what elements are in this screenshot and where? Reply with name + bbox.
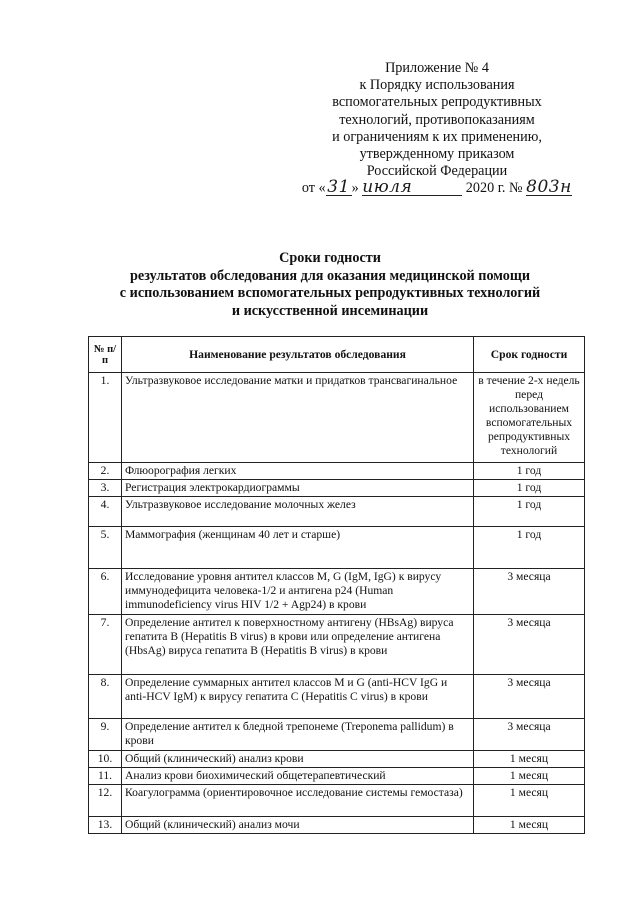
row-name: Определение антител к поверхностному антигену (HBsAg) вируса гепатита B (Hepatitis B virus) в крови или определение антигена (HbsAg) вируса гепатита B (Hepatitis B virus) в крови	[122, 615, 474, 675]
row-term: в течение 2-х недель перед использованием вспомогательных репродуктивных технологий	[474, 373, 585, 463]
table-row	[89, 569, 585, 615]
title-line: Сроки годности	[279, 250, 381, 266]
row-name: Ультразвуковое исследование молочных желез	[122, 497, 474, 527]
table-row	[89, 615, 585, 675]
title-line: результатов обследования для оказания медицинской помощи	[130, 267, 530, 284]
appendix-line: Российской Федерации	[366, 163, 508, 180]
row-term: 3 месяца	[474, 569, 585, 615]
row-name: Регистрация электрокардиограммы	[122, 480, 474, 497]
table-row	[89, 527, 585, 569]
table-row	[89, 817, 585, 834]
row-num: 7.	[89, 615, 122, 675]
row-name: Определение антител к бледной трепонеме (Treponema pallidum) в крови	[122, 719, 474, 751]
appendix-header	[292, 60, 582, 198]
row-num: 4.	[89, 497, 122, 527]
row-term: 3 месяца	[474, 615, 585, 675]
row-term: 3 месяца	[474, 675, 585, 719]
row-num: 1.	[89, 373, 122, 463]
row-name: Коагулограмма (ориентировочное исследование системы гемостаза)	[122, 785, 474, 817]
row-name: Ультразвуковое исследование матки и придатков трансвагинальное	[122, 373, 474, 463]
appendix-line: и ограничениям к их применению,	[332, 128, 542, 145]
row-name: Анализ крови биохимический общетерапевтический	[122, 768, 474, 785]
appendix-line: технологий, противопоказаниям	[339, 111, 535, 128]
document-title	[60, 250, 600, 320]
header-name: Наименование результатов обследования	[122, 337, 474, 373]
table-header-row	[89, 337, 585, 373]
row-name: Общий (клинический) анализ крови	[122, 751, 474, 768]
appendix-line: к Порядку использования	[359, 77, 515, 94]
row-num: 11.	[89, 768, 122, 785]
appendix-line: вспомогательных репродуктивных	[332, 94, 542, 111]
row-name: Общий (клинический) анализ мочи	[122, 817, 474, 834]
row-name: Определение суммарных антител классов M и G (anti-HCV IgG и anti-HCV IgM) к вирусу гепатита C (Hepatitis C virus) в крови	[122, 675, 474, 719]
table-row	[89, 751, 585, 768]
row-term: 1 месяц	[474, 817, 585, 834]
table-row	[89, 785, 585, 817]
validity-table	[88, 336, 585, 834]
appendix-line: утвержденному приказом	[359, 146, 515, 163]
row-num: 13.	[89, 817, 122, 834]
row-term: 1 месяц	[474, 768, 585, 785]
row-num: 8.	[89, 675, 122, 719]
row-term: 1 месяц	[474, 751, 585, 768]
row-num: 10.	[89, 751, 122, 768]
row-term: 1 год	[474, 463, 585, 480]
row-term: 1 год	[474, 480, 585, 497]
row-name: Флюорография легких	[122, 463, 474, 480]
row-term: 1 месяц	[474, 785, 585, 817]
handwritten-day: 31	[327, 177, 350, 198]
handwritten-order-number: 803н	[526, 177, 572, 198]
date-prefix: от «	[301, 180, 326, 197]
handwritten-month: июля	[362, 177, 413, 198]
row-num: 9.	[89, 719, 122, 751]
table-row	[89, 373, 585, 463]
table-row	[89, 480, 585, 497]
date-year-text: 2020 г. №	[465, 180, 523, 197]
header-num: № п/п	[89, 337, 122, 373]
row-term: 3 месяца	[474, 719, 585, 751]
row-num: 12.	[89, 785, 122, 817]
row-term: 1 год	[474, 527, 585, 569]
row-term: 1 год	[474, 497, 585, 527]
row-num: 6.	[89, 569, 122, 615]
table-row	[89, 497, 585, 527]
appendix-line: Приложение № 4	[385, 60, 489, 76]
table-row	[89, 768, 585, 785]
row-num: 3.	[89, 480, 122, 497]
header-term: Срок годности	[474, 337, 585, 373]
date-mid: »	[351, 180, 359, 197]
table-row	[89, 675, 585, 719]
title-line: с использованием вспомогательных репродуктивных технологий	[119, 285, 541, 301]
row-name: Маммография (женщинам 40 лет и старше)	[122, 527, 474, 569]
row-num: 2.	[89, 463, 122, 480]
row-name: Исследование уровня антител классов M, G (IgM, IgG) к вирусу иммунодефицита человека-1/2 и антигена p24 (Human immunodeficiency virus HIV 1/2 + Agp24) в крови	[122, 569, 474, 615]
title-line: и искусственной инсеминации	[231, 302, 429, 319]
order-date-line	[292, 177, 582, 198]
row-num: 5.	[89, 527, 122, 569]
table-row	[89, 719, 585, 751]
table-row	[89, 463, 585, 480]
